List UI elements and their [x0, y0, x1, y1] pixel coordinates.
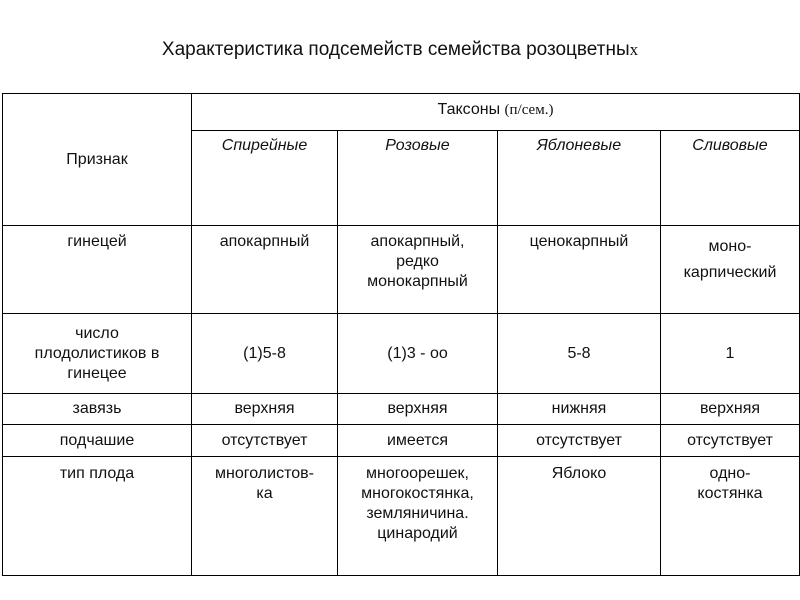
taxon-header-spireynye: Спирейные	[192, 131, 338, 226]
subfamily-characteristics-table	[2, 93, 800, 576]
page-title	[0, 38, 800, 62]
table-cell: многолистов- ка	[192, 457, 338, 576]
table-row	[3, 226, 800, 314]
table-cell: 5-8	[498, 314, 661, 394]
table-cell: (1)3 - оо	[338, 314, 498, 394]
table-row	[3, 394, 800, 425]
table-cell: нижняя	[498, 394, 661, 425]
table-cell: верхняя	[661, 394, 800, 425]
page-title-tail: х	[629, 40, 639, 59]
table-cell: отсутствует	[661, 425, 800, 457]
table-cell: имеется	[338, 425, 498, 457]
table-cell: апокарпный, редко монокарпный	[338, 226, 498, 314]
table-cell: (1)5-8	[192, 314, 338, 394]
page-title-main: Характеристика подсемейств семейства розоцветны	[161, 39, 630, 60]
table-row	[3, 457, 800, 576]
taxa-header-cell	[192, 94, 800, 131]
table-cell: Яблоко	[498, 457, 661, 576]
row-feature-ovary: завязь	[3, 394, 192, 425]
taxa-header-suffix: (п/сем.)	[504, 102, 554, 118]
table-cell: апокарпный	[192, 226, 338, 314]
feature-header: Признак	[66, 150, 128, 168]
row-feature-carpel-count: число плодолистиков в гинецее	[3, 314, 192, 394]
row-feature-fruit-type: тип плода	[3, 457, 192, 576]
table-row	[3, 314, 800, 394]
table-cell: отсутствует	[498, 425, 661, 457]
table-cell: одно- костянка	[661, 457, 800, 576]
table-cell: моно- карпический	[661, 226, 800, 314]
taxon-header-rozovye: Розовые	[338, 131, 498, 226]
taxon-header-slivovye: Сливовые	[661, 131, 800, 226]
table-cell: отсутствует	[192, 425, 338, 457]
table-cell: 1	[661, 314, 800, 394]
feature-header-cell	[3, 94, 192, 226]
table-cell: многоорешек, многокостянка, земляничина. цинародий	[338, 457, 498, 576]
taxa-header-prefix: Таксоны	[437, 101, 505, 118]
header-row-taxa	[3, 94, 800, 131]
table-cell: верхняя	[192, 394, 338, 425]
table-cell: ценокарпный	[498, 226, 661, 314]
row-feature-gynoecium: гинецей	[3, 226, 192, 314]
taxon-header-yablonevye: Яблоневые	[498, 131, 661, 226]
table-cell: верхняя	[338, 394, 498, 425]
row-feature-hypanthium: подчашие	[3, 425, 192, 457]
table-row	[3, 425, 800, 457]
